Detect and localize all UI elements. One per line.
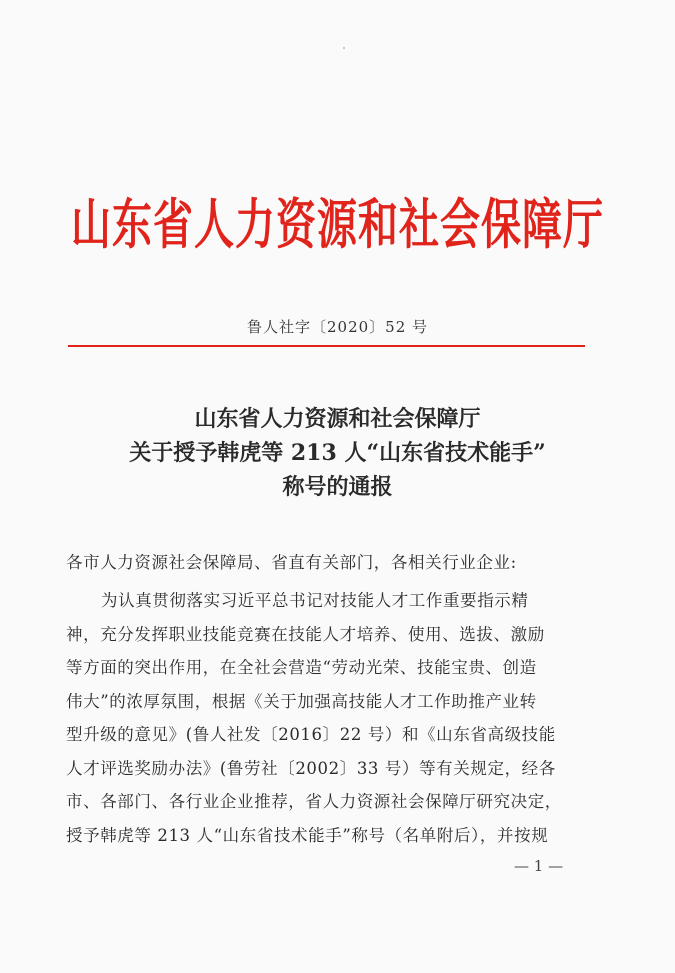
body-line: 神，充分发挥职业技能竞赛在技能人才培养、使用、选拔、激励 <box>66 624 545 644</box>
body-line: 人才评选奖励办法》(鲁劳社〔2002〕33 号）等有关规定，经各 <box>66 758 556 778</box>
title-line-3: 称号的通报 <box>282 474 393 500</box>
body-line: 市、各部门、各行业企业推荐，省人力资源社会保障厅研究决定， <box>66 792 562 811</box>
salutation: 各市人力资源社会保障局、省直有关部门，各相关行业企业: <box>66 553 517 572</box>
body-line: 授予韩虎等 213 人“山东省技术能手”称号（名单附后），并按规 <box>66 825 549 845</box>
document-number: 鲁人社字〔2020〕52 号 <box>246 318 429 336</box>
body-paragraph <box>66 584 596 852</box>
body-line: 为认真贯彻落实习近平总书记对技能人才工作重要指示精 <box>101 591 529 610</box>
title-line-1: 山东省人力资源和社会保障厅 <box>194 406 481 432</box>
issuing-organization-header: 山东省人力资源和社会保障厅 <box>71 194 604 257</box>
body-line: 型升级的意见》(鲁人社发〔2016〕22 号）和《山东省高级技能 <box>66 725 556 744</box>
page-number: — 1 — <box>514 857 564 875</box>
body-line: 伟大”的浓厚氛围，根据《关于加强高技能人才工作助推产业转 <box>66 691 537 711</box>
body-line: 等方面的突出作用，在全社会营造“劳动光荣、技能宝贵、创造 <box>66 658 537 677</box>
title-line-2: 关于授予韩虎等 213 人“山东省技术能手” <box>129 440 546 466</box>
scan-speck <box>343 47 345 49</box>
red-divider-line <box>68 345 585 347</box>
document-title <box>0 402 675 504</box>
